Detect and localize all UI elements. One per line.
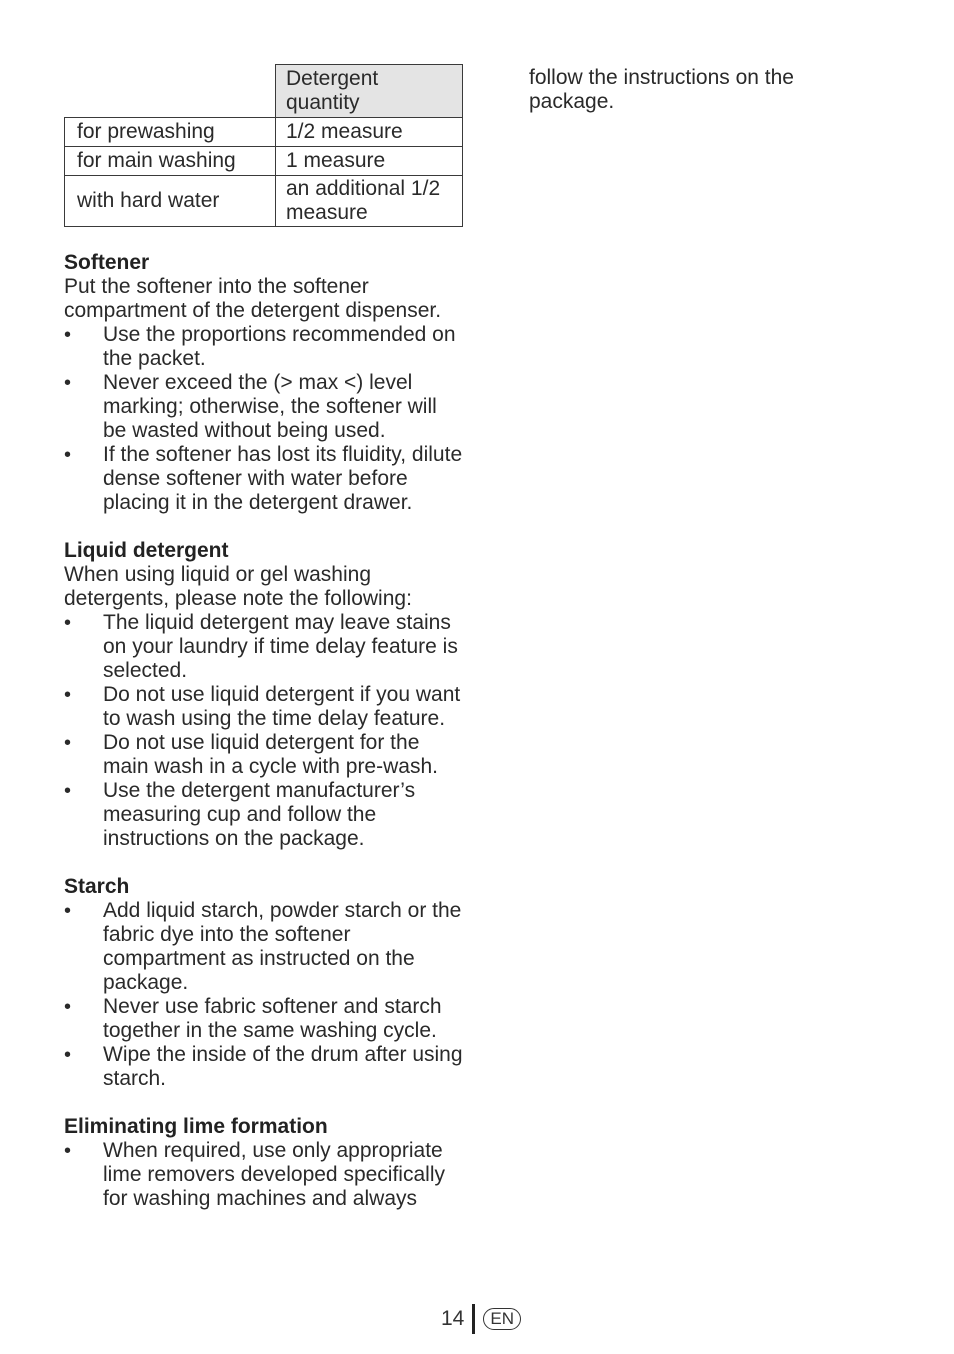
right-column xyxy=(529,66,859,114)
list-item: • Never exceed the (> max <) level marking; otherwise, the softener will be wasted without being used. xyxy=(64,371,464,443)
table-header-row xyxy=(65,65,463,118)
detergent-quantity-table xyxy=(64,64,463,227)
lime-section xyxy=(64,1115,464,1211)
table-row xyxy=(65,176,463,227)
page-footer xyxy=(441,1305,521,1333)
section-heading: Starch xyxy=(64,875,130,898)
list-item: • The liquid detergent may leave stains on your laundry if time delay feature is selected. xyxy=(64,611,464,683)
left-column xyxy=(64,64,464,1211)
list-item: • Wipe the inside of the drum after using starch. xyxy=(64,1043,464,1091)
table-row-value: 1 measure xyxy=(276,147,463,176)
table-row-value: 1/2 measure xyxy=(276,118,463,147)
list-item: • Never use fabric softener and starch together in the same washing cycle. xyxy=(64,995,464,1043)
bullet-list xyxy=(64,1139,464,1211)
list-item: • Do not use liquid detergent for the main wash in a cycle with pre-wash. xyxy=(64,731,464,779)
list-item: • If the softener has lost its fluidity, dilute dense softener with water before placing it in the detergent drawer. xyxy=(64,443,464,515)
section-heading: Liquid detergent xyxy=(64,539,229,562)
bullet-list xyxy=(64,323,464,515)
bullet-list xyxy=(64,611,464,851)
section-heading: Softener xyxy=(64,251,150,274)
list-item: • Do not use liquid detergent if you want to wash using the time delay feature. xyxy=(64,683,464,731)
table-row-value: an additional 1/2 measure xyxy=(276,176,463,227)
list-item: • Add liquid starch, powder starch or the fabric dye into the softener compartment as instructed on the package. xyxy=(64,899,464,995)
table-header-cell: Detergent quantity xyxy=(276,65,463,118)
softener-section xyxy=(64,251,464,515)
section-intro: When using liquid or gel washing detergents, please note the following: xyxy=(64,563,412,610)
list-item: • Use the proportions recommended on the packet. xyxy=(64,323,464,371)
section-heading: Eliminating lime formation xyxy=(64,1115,328,1138)
table-row-label: for prewashing xyxy=(65,118,276,147)
continued-text: follow the instructions on the package. xyxy=(529,66,794,113)
bullet-list xyxy=(64,899,464,1091)
list-item: • Use the detergent manufacturer’s measuring cup and follow the instructions on the package. xyxy=(64,779,464,851)
table-row xyxy=(65,118,463,147)
language-badge: EN xyxy=(483,1308,521,1330)
table-row-label: with hard water xyxy=(65,176,276,227)
starch-section xyxy=(64,875,464,1091)
table-row xyxy=(65,147,463,176)
table-row-label: for main washing xyxy=(65,147,276,176)
liquid-detergent-section xyxy=(64,539,464,851)
footer-divider xyxy=(472,1304,475,1334)
list-item: • When required, use only appropriate lime removers developed specifically for washing machines and always xyxy=(64,1139,464,1211)
table-blank-cell xyxy=(65,65,276,118)
page-number: 14 xyxy=(441,1307,465,1330)
section-intro: Put the softener into the softener compartment of the detergent dispenser. xyxy=(64,275,442,322)
